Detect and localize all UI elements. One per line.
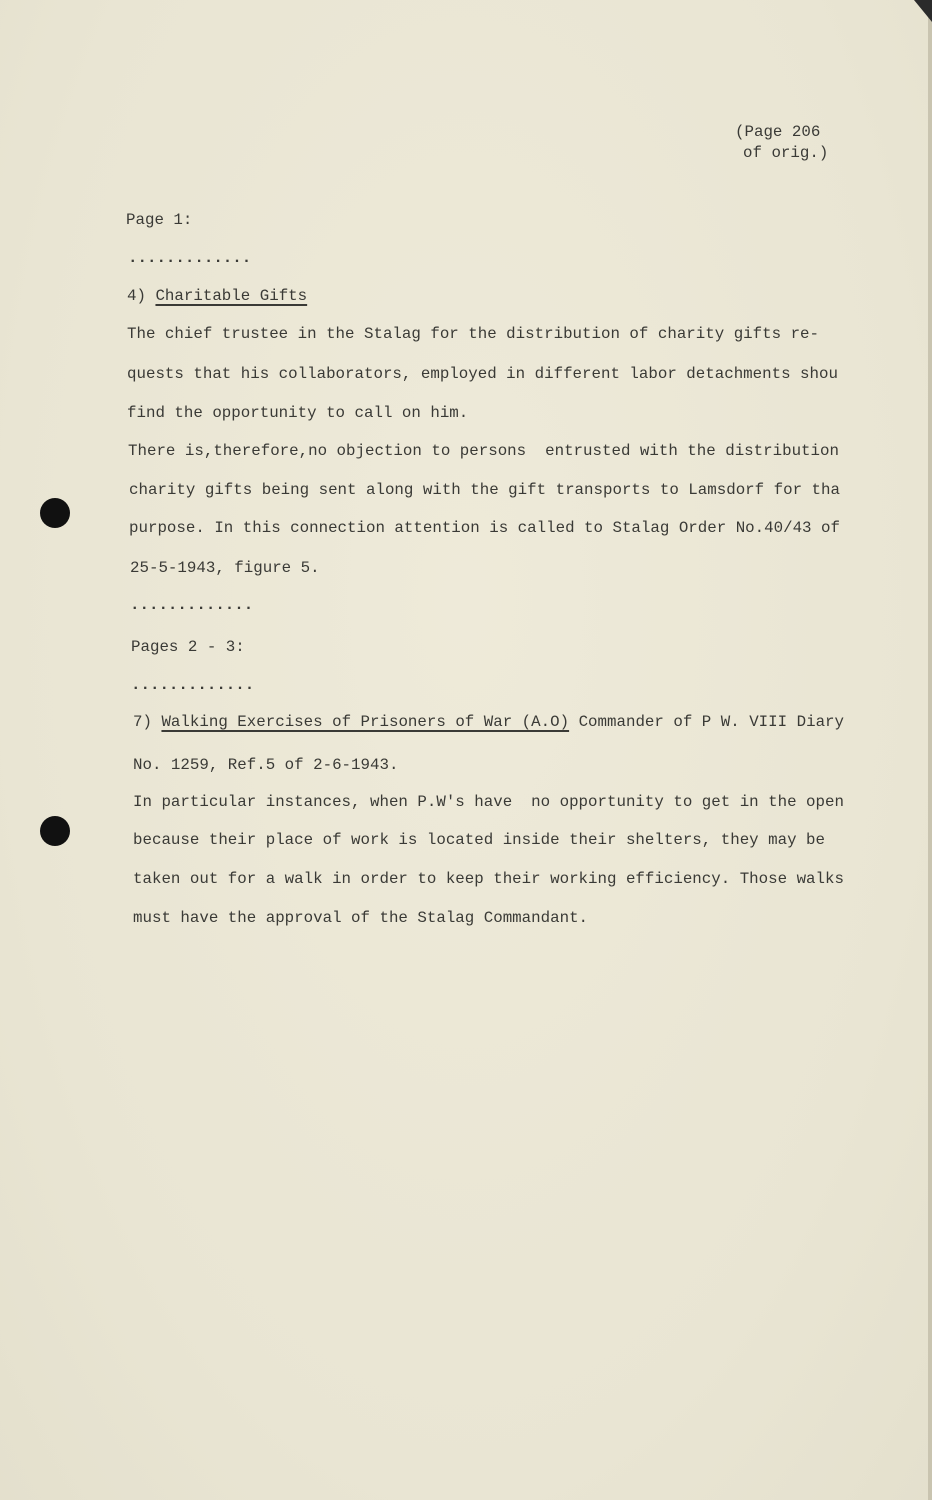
text-line: charity gifts being sent along with the gift transports to Lamsdorf for tha — [129, 481, 840, 499]
punch-hole — [40, 498, 70, 528]
section-heading — [133, 712, 844, 732]
text-line: quests that his collaborators, employed in different labor detachments shou — [127, 365, 838, 383]
text-line: There is,therefore,no objection to persons entrusted with the distribution — [128, 442, 839, 460]
page-corner — [914, 0, 932, 22]
punch-hole — [40, 816, 70, 846]
text-line: taken out for a walk in order to keep their working efficiency. Those walks — [133, 870, 844, 888]
ellipsis-separator: ............. — [130, 596, 254, 614]
text-line: because their place of work is located inside their shelters, they may be — [133, 831, 826, 849]
heading-title: Charitable Gifts — [155, 287, 308, 305]
heading-number: 4) — [127, 287, 146, 305]
page-label: Page 1: — [126, 211, 193, 229]
page-edge — [928, 0, 932, 1500]
ellipsis-separator: ............. — [131, 676, 255, 694]
text-line: In particular instances, when P.W's have no opportunity to get in the open — [133, 793, 844, 811]
heading-number: 7) — [133, 713, 152, 731]
ellipsis-separator: ............. — [128, 249, 252, 267]
text-line: No. 1259, Ref.5 of 2-6-1943. — [133, 756, 399, 774]
text-line: 25-5-1943, figure 5. — [130, 559, 320, 577]
text-line: must have the approval of the Stalag Commandant. — [133, 909, 589, 927]
section-heading — [127, 286, 307, 306]
text-line: find the opportunity to call on him. — [127, 404, 469, 422]
page-reference: of orig.) — [743, 144, 829, 162]
heading-title: Walking Exercises of Prisoners of War (A.O) — [161, 713, 570, 731]
text-line: purpose. In this connection attention is called to Stalag Order No.40/43 of — [129, 519, 840, 537]
text-line: The chief trustee in the Stalag for the distribution of charity gifts re- — [127, 325, 820, 343]
page-label: Pages 2 - 3: — [131, 638, 245, 656]
heading-rest: Commander of P W. VIII Diary — [569, 713, 845, 731]
page-reference: (Page 206 — [735, 123, 821, 141]
